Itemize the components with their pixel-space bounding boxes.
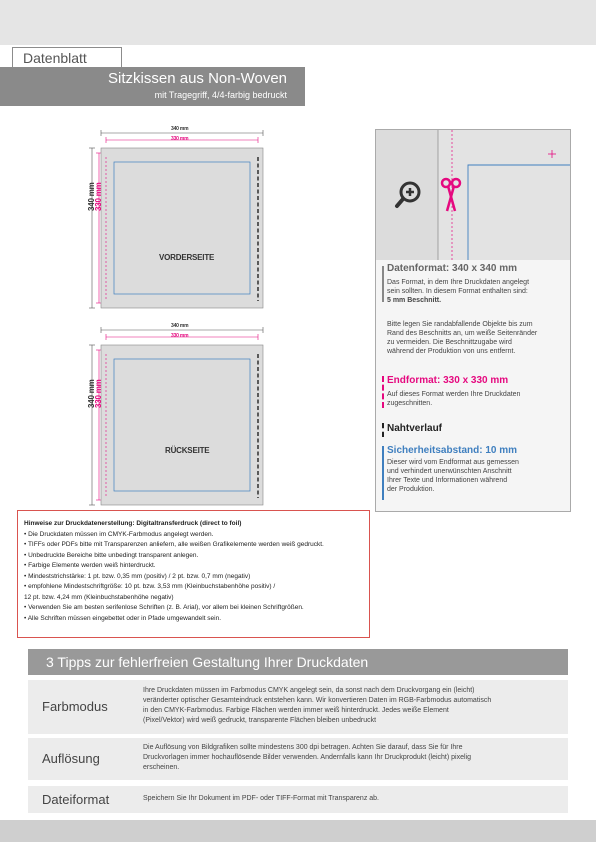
sicherheit-text-1: Dieser wird vom Endformat aus gemessen: [387, 459, 519, 466]
tips-heading-bar: [28, 649, 568, 675]
tip-text-line: erscheinen.: [143, 764, 180, 771]
tip-text: [143, 794, 558, 804]
tip-row-aufloesung: [28, 738, 568, 780]
tip-text: [143, 686, 558, 726]
datenformat-text-2: sein sollten. In diesem Format enthalten sind:: [387, 288, 528, 295]
front-width-inner-label: 330 mm: [171, 136, 189, 142]
legend-preview: [376, 130, 570, 260]
endformat-text-2: zugeschnitten.: [387, 400, 433, 407]
datasheet-tab-label: Datenblatt: [23, 50, 87, 66]
tip-label: Dateiformat: [42, 792, 110, 807]
datenformat-text-1: Das Format, in dem Ihre Druckdaten angelegt: [387, 279, 530, 286]
endformat-title: Endformat: 330 x 330 mm: [387, 375, 509, 386]
sicherheit-title: Sicherheitsabstand: 10 mm: [387, 445, 518, 456]
datenformat-text-3: 5 mm Beschnitt.: [387, 297, 442, 304]
naht-bar: [382, 423, 384, 437]
tips-heading: 3 Tipps zur fehlerfreien Gestaltung Ihrer Druckdaten: [46, 654, 369, 670]
sicherheit-text-4: der Produktion.: [387, 486, 435, 493]
product-title: Sitzkissen aus Non-Woven: [108, 70, 287, 87]
endformat-bar: [382, 376, 384, 408]
front-side-label: VORDERSEITE: [159, 253, 215, 262]
tip-text-line: (Pixel/Vektor) wird weiß gedruckt, transparente Flächen bleiben unbedruckt: [143, 717, 377, 724]
back-side-drawing: [70, 322, 280, 512]
tip-text-line: Druckvorlagen immer hochauflösende Bilder verwenden. Andernfalls kann Ihr Druckprodukt (leicht) pixelig: [143, 754, 471, 761]
bottom-band: [0, 820, 596, 842]
hints-heading: Hinweise zur Druckdatenerstellung: Digitaltransferdruck (direct to foil): [24, 520, 242, 527]
print-hints-box: [17, 510, 370, 638]
hint-item: • Verwenden Sie am besten serifenlose Schriften (z. B. Arial), vor allem bei kleinen Schriftgrößen.: [24, 604, 304, 611]
naht-title: Nahtverlauf: [387, 423, 443, 434]
tip-row-farbmodus: [28, 680, 568, 734]
hint-item: • Die Druckdaten müssen im CMYK-Farbmodus angelegt werden.: [24, 530, 214, 538]
hint-item: • Mindeststrichstärke: 1 pt. bzw. 0,35 mm (positiv) / 2 pt. bzw. 0,7 mm (negativ): [24, 572, 251, 580]
front-width-outer-label: 340 mm: [171, 126, 189, 132]
tip-text-line: in den CMYK-Farbmodus. Farbige Flächen werden immer weiß hinterdruckt. Jedes weiße Element: [143, 707, 449, 714]
back-height-inner-label: 330 mm: [94, 379, 103, 408]
tip-text: [143, 743, 558, 773]
back-width-inner-label: 330 mm: [171, 333, 189, 339]
tip-label: Farbmodus: [42, 699, 108, 714]
back-side-label: RÜCKSEITE: [165, 446, 210, 455]
hint-item: • Farbige Elemente werden weiß hinterdruckt.: [24, 562, 156, 569]
hint-item: • empfohlene Mindestschriftgröße: 10 pt. bzw. 3,53 mm (Kleinbuchstabenhöhe positiv) /: [24, 583, 276, 590]
bleed-text-4: während der Produktion von uns entfernt.: [387, 348, 516, 355]
bleed-text-3: zu vermeiden. Die Beschnittzugabe wird: [387, 339, 512, 346]
hint-item: • Unbedruckte Bereiche bitte unbedingt transparent anlegen.: [24, 551, 199, 559]
sicherheit-text-2: und verhindert unerwünschten Anschnitt: [387, 468, 512, 475]
front-side-svg: [70, 125, 280, 315]
datenformat-title: Datenformat: 340 x 340 mm: [387, 263, 518, 274]
datenformat-bar: [382, 266, 384, 302]
bleed-text-1: Bitte legen Sie randabfallende Objekte bis zum: [387, 321, 533, 328]
datasheet-tab: [12, 47, 122, 67]
sicherheit-text-3: Ihrer Texte und Informationen während: [387, 477, 508, 484]
front-side-drawing: [70, 125, 280, 315]
tip-text-line: Die Auflösung von Bildgrafiken sollte mindestens 300 dpi betragen. Achten Sie darauf, dass Sie für Ihre: [143, 744, 463, 751]
tip-label: Auflösung: [42, 751, 100, 766]
back-side-svg: [70, 322, 280, 512]
endformat-text-1: Auf dieses Format werden Ihre Druckdaten: [387, 391, 521, 398]
back-height-outer-label: 340 mm: [87, 379, 96, 408]
hint-item: 12 pt. bzw. 4,24 mm (Kleinbuchstabenhöhe negativ): [24, 593, 174, 601]
front-height-inner-label: 330 mm: [94, 182, 103, 211]
scissors-icon: [440, 177, 462, 213]
header-band: [0, 67, 305, 106]
sicherheit-bar: [382, 446, 384, 500]
tip-text-line: veränderter optischer Gesamteindruck entstehen kann. Wir konvertieren Daten im RGB-Farbmodus automatisch: [143, 697, 492, 704]
legend-panel: [375, 129, 571, 512]
top-band: [0, 0, 596, 45]
tip-text-line: Speichern Sie Ihr Dokument im PDF- oder TIFF-Format mit Transparenz ab.: [143, 795, 380, 802]
back-width-outer-label: 340 mm: [171, 323, 189, 329]
tip-text-line: Ihre Druckdaten müssen im Farbmodus CMYK angelegt sein, da sonst nach dem Druckvorgang ein (leicht): [143, 687, 475, 694]
bleed-text-2: Rand des Beschnitts an, um weiße Seitenränder: [387, 330, 538, 337]
product-subtitle: mit Tragegriff, 4/4-farbig bedruckt: [154, 90, 287, 100]
tip-row-dateiformat: [28, 786, 568, 813]
hint-item: • Alle Schriften müssen eingebettet oder in Pfade umgewandelt sein.: [24, 614, 222, 622]
front-height-outer-label: 340 mm: [87, 182, 96, 211]
magnifier-plus-icon: [394, 178, 426, 210]
hint-item: • TIFFs oder PDFs bitte mit Transparenzen anliefern, alle weißen Grafikelemente werden weiß gedruckt.: [24, 541, 324, 548]
